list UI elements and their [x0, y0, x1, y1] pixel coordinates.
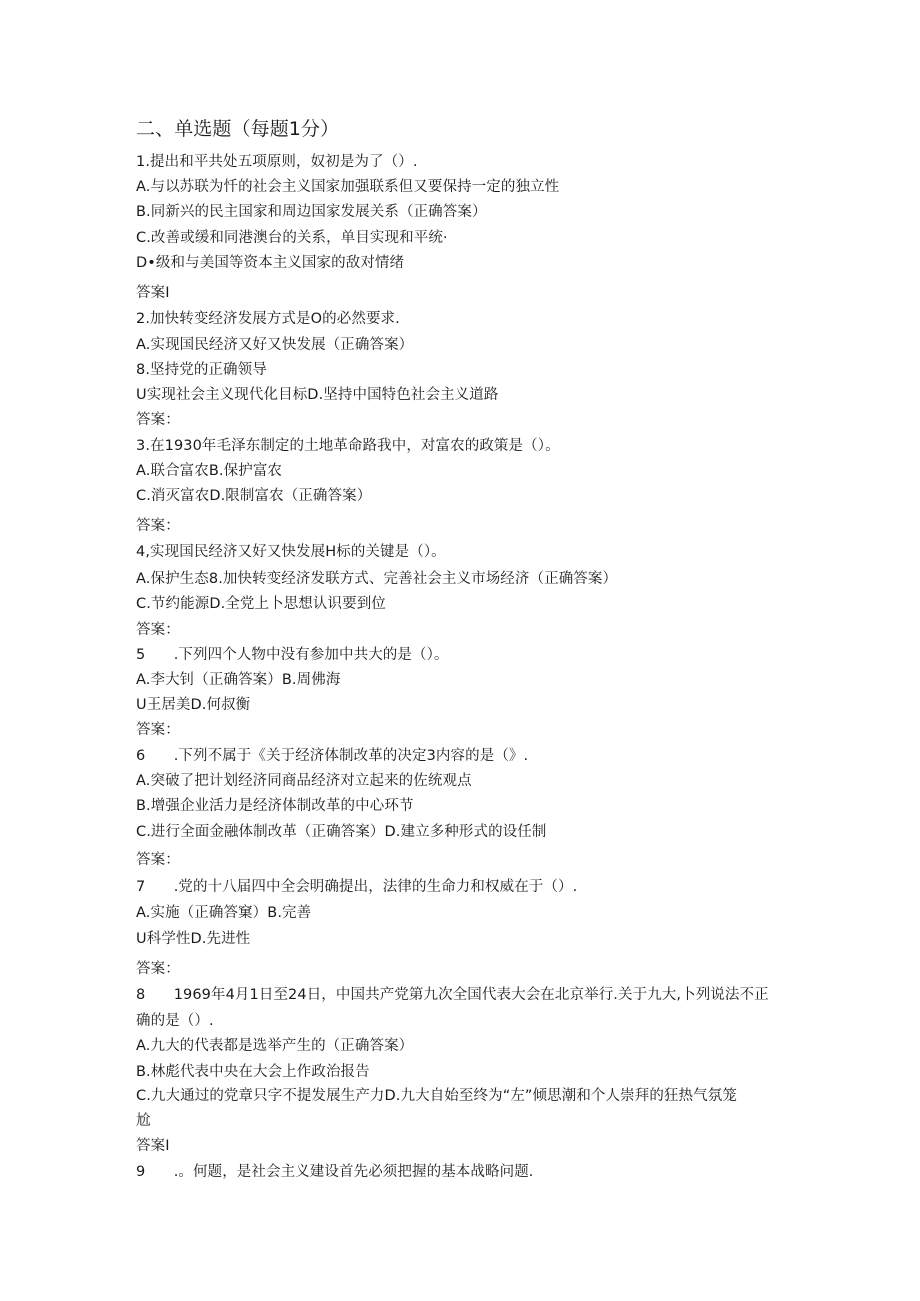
q7-option-ab: A.实施（正确答窠）B.完善 [136, 905, 312, 921]
question-4: 4,实现国民经济又好又快发展H标的关键是（）。 [136, 544, 446, 560]
section-heading: 二、单选题（每题1分） [136, 118, 340, 140]
q8-option-a: A.九大的代表都是选举产生的（正确答案） [136, 1038, 414, 1054]
q6-option-a: A.突破了把计划经济同商品经济对立起来的佐统观点 [136, 773, 472, 789]
q1-option-a: A.与以苏联为忏的社会主义国家加强联系但又要保持一定的独立性 [136, 179, 560, 195]
q8-answer: 答案I [136, 1138, 170, 1154]
q6-option-b: B.增强企业活力是经济体制改革的中心环节 [136, 798, 414, 814]
q6-answer: 答案： [136, 852, 180, 868]
q1-option-b: B.同新兴的民主国家和周边国家发展关系（正确答案） [136, 204, 487, 220]
q8-option-cd-line-1: C.九大通过的党章只字不提发展生产力D.九大自始至终为“左”倾思潮和个人崇拜的狂热气氛笼 [136, 1088, 737, 1104]
q8-option-cd-line-2: 尬 [136, 1113, 151, 1129]
q3-answer: 答案： [136, 518, 180, 534]
q1-option-d: D•级和与美国等资本主义国家的敌对情绪 [136, 255, 405, 271]
question-7: 7 .党的十八届四中全会明确提出，法律的生命力和权威在于（）. [136, 879, 578, 895]
q2-option-a: A.实现国民经济又好又快发展（正确答案） [136, 337, 414, 353]
q3-option-ab: A.联合富农B.保护富农 [136, 463, 283, 479]
question-8-line-1: 8 1969年4月1日至24日，中国共产党第九次全国代表大会在北京举行.关于九大,卜列说法不正 [136, 987, 769, 1003]
question-8-line-2: 确的是（）. [136, 1013, 214, 1029]
q4-answer: 答案： [136, 622, 180, 638]
question-3: 3.在1930年毛泽东制定的土地革命路我中，对富农的政策是（）。 [136, 438, 560, 454]
q1-answer: 答案I [136, 285, 170, 301]
q5-option-cd: U王居美D.何叔衡 [136, 697, 251, 713]
q5-option-ab: A.李大钊（正确答案）B.周佛海 [136, 672, 341, 688]
q1-option-c: C.改善或缓和同港澳台的关系，单目实现和平统· [136, 230, 448, 246]
q7-option-cd: U科学性D.先进性 [136, 931, 251, 947]
q3-option-cd: C.消灭富农D.限制富农（正确答案） [136, 488, 372, 504]
q4-option-ab: A.保护生态8.加快转变经济发联方式、完善社会主义市场经济（正确答案） [136, 571, 618, 587]
q4-option-cd: C.节约能源D.全党上卜思想认识要到位 [136, 596, 386, 612]
q5-answer: 答案： [136, 722, 180, 738]
q2-option-b: 8.坚持党的正确领导 [136, 362, 267, 378]
question-9: 9 .。何题，是社会主义建设首先必须把握的基本战略问题. [136, 1164, 534, 1180]
q6-option-cd: C.进行全面金融体制改革（正确答案）D.建立多种形式的设任制 [136, 824, 547, 840]
q2-option-cd: U实现社会主义现代化目标D.坚持中国特色社会主义道路 [136, 387, 499, 403]
question-5: 5 .下列四个人物中没有参加中共大的是（）。 [136, 647, 449, 663]
question-1: 1.提出和平共处五项原则，奴初是为了（）. [136, 154, 418, 170]
question-2: 2.加快转变经济发展方式是O的必然要求. [136, 311, 400, 327]
q7-answer: 答案： [136, 961, 180, 977]
q2-answer: 答案： [136, 412, 180, 428]
q8-option-b: B.林彪代表中央在大会上作政治报告 [136, 1064, 370, 1080]
question-6: 6 .下列不属于《关于经济体制改革的决定3内容的是（》. [136, 748, 529, 764]
